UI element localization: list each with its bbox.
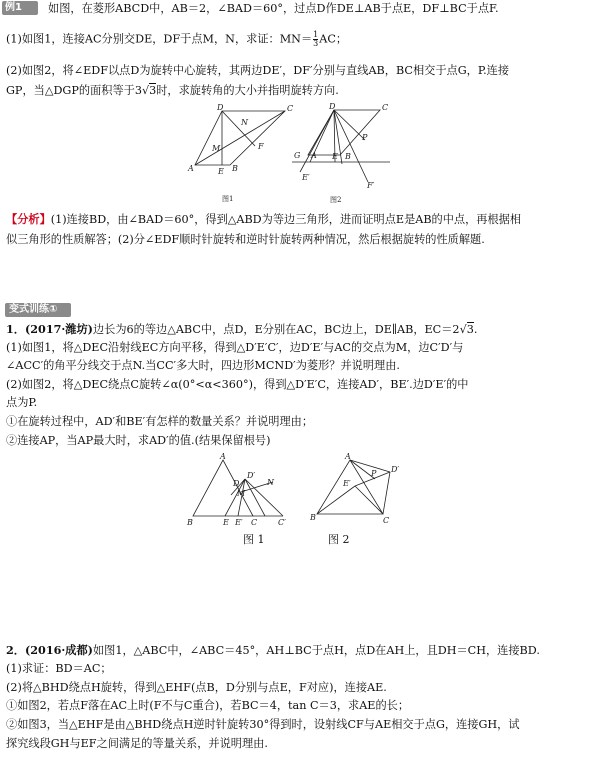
q2-line-1 — [6, 643, 540, 658]
practice-figure-2 — [305, 452, 405, 530]
example-badge: 例1 — [2, 1, 38, 15]
fraction-numerator: 1 — [313, 30, 319, 39]
q2-line-3: (2)将△BHD绕点H旋转，得到△EHF(点B，D分别与点E，F对应)，连接AE. — [6, 681, 387, 694]
example-line-4b: 时，求旋转角的大小并指明旋转方向. — [156, 84, 339, 97]
fig4-label-Ep: E′ — [343, 479, 351, 488]
q1-line-2: (1)如图1，将△DEC沿射线EC方向平移，得到△D′E′C′，边D′E′与AC的交点为M，边C′D′与 — [6, 341, 464, 354]
practice-fig2-caption: 图 2 — [328, 533, 350, 546]
q1-source: (2017·潍坊) — [24, 322, 93, 336]
example-line-4a: GP，当△DGP的面积等于3 — [6, 84, 142, 97]
q1-line-6: ①在旋转过程中，AD′和BE′有怎样的数量关系？并说明理由； — [6, 415, 314, 428]
example-line-2-tail: AC； — [319, 32, 348, 46]
q2-line-5: ②如图3，当△EHF是由△BHD绕点H逆时针旋转30°得到时，设射线CF与AE相交于点G，连接GH，试 — [6, 718, 520, 731]
fig4-label-Dp: D′ — [391, 465, 400, 474]
q2-line-4: ①如图2，若点F落在AC上时(F不与C重合)，若BC＝4，tan C＝3，求AE的长； — [6, 699, 410, 712]
q1-line-4: (2)如图2，将△DEC绕点C旋转∠α(0°<α<360°)，得到△D′E′C，连接AD′，BE′.边D′E′的中 — [6, 378, 469, 391]
fig2-label-D: D — [329, 102, 336, 111]
example-line-1: 如图，在菱形ABCD中，AB＝2，∠BAD＝60°，过点D作DE⊥AB于点E，DF⊥BC于点F. — [48, 2, 499, 15]
fig1-label-B: B — [232, 164, 238, 173]
q1-line-5: 点为P. — [6, 396, 38, 409]
practice-fig1-caption: 图 1 — [243, 533, 265, 546]
practice-badge: 变式训练① — [5, 303, 71, 317]
sqrt-sign: √ — [459, 323, 467, 336]
example-line-2 — [6, 31, 347, 48]
q2-number: 2． — [6, 643, 25, 657]
analysis-line-2: 似三角形的性质解答；(2)分∠EDF顺时针旋转和逆时针旋转两种情况，然后根据旋转的性质解题. — [6, 233, 485, 246]
fig4-label-B: B — [310, 513, 316, 522]
fig3-label-Cp: C′ — [278, 518, 286, 527]
example-line-2-text: (1)如图1，连接AC分别交DE，DF于点M，N，求证：MN＝ — [6, 32, 313, 46]
sqrt-radicand: 3 — [466, 323, 474, 336]
fig1-label-N: N — [241, 118, 248, 127]
fig2-label-C: C — [382, 103, 389, 112]
fig2-label-B: B — [345, 152, 351, 161]
fig4-label-A: A — [345, 452, 351, 461]
fig1-label-C: C — [287, 104, 294, 113]
fig3-label-E: E — [223, 518, 229, 527]
fig3-label-B: B — [187, 518, 193, 527]
analysis-line-1 — [6, 212, 521, 227]
q1-line-3: ∠ACC′的角平分线交于点N.当CC′多大时，四边形MCND′为菱形？并说明理由. — [6, 359, 400, 372]
fraction-denominator: 3 — [313, 39, 319, 48]
example-figure-1 — [185, 103, 305, 208]
fig3-label-M: M — [237, 489, 246, 498]
practice-figure-1 — [183, 452, 298, 530]
fig1-label-F: F — [258, 142, 264, 151]
analysis-text-1: (1)连接BD，由∠BAD＝60°，得到△ABD为等边三角形，进而证明点E是AB的中点，再根据相 — [50, 213, 522, 226]
fig2-label-A: A — [311, 151, 317, 160]
fig1-label-E: E — [218, 167, 224, 176]
q1-line-1b: . — [473, 323, 478, 336]
fig2-label-G: G — [294, 151, 301, 160]
q1-line-1 — [6, 322, 477, 337]
sqrt-sign: √ — [141, 84, 150, 97]
fig1-label-A: A — [188, 164, 194, 173]
fig1-label-D: D — [217, 103, 224, 112]
fig4-label-P: P — [371, 469, 377, 478]
fig2-label-Fp: F′ — [367, 181, 375, 190]
q2-line-1-text: 如图1，△ABC中，∠ABC＝45°，AH⊥BC于点H，点D在AH上，且DH＝CH，连接BD. — [92, 644, 540, 657]
example-line-3: (2)如图2，将∠EDF以点D为旋转中心旋转，其两边DE′，DF′分别与直线AB，BC相交于点G，P.连接 — [6, 64, 510, 77]
fraction — [313, 31, 318, 48]
fig3-label-D: D — [233, 479, 240, 488]
fig1-label-M: M — [212, 144, 221, 153]
fig4-label-C: C — [383, 516, 390, 525]
analysis-tag: 【分析】 — [6, 212, 51, 226]
fig3-label-N: N — [267, 478, 274, 487]
q1-line-7: ②连接AP，当AP最大时，求AD′的值.(结果保留根号) — [6, 434, 271, 447]
fig2-label-E: E — [332, 152, 338, 161]
example-line-4 — [6, 84, 339, 98]
fig3-label-A: A — [220, 452, 226, 461]
q2-line-6: 探究线段GH与EF之间满足的等量关系，并说明理由. — [6, 737, 268, 750]
sqrt-radicand: 3 — [149, 84, 157, 97]
fig2-label-P: P — [362, 133, 368, 142]
q2-source: (2016·成都) — [24, 643, 93, 657]
fig3-label-C: C — [251, 518, 258, 527]
q2-line-2: (1)求证：BD＝AC； — [6, 662, 112, 675]
fig3-label-Dp: D′ — [247, 471, 256, 480]
fig2-label-Ep: E′ — [302, 173, 310, 182]
fig2-caption: 图2 — [330, 196, 342, 204]
fig3-label-Ep: E′ — [235, 518, 243, 527]
example-figure-2 — [290, 100, 410, 210]
q1-number: 1． — [6, 322, 25, 336]
q1-line-1a: 边长为6的等边△ABC中，点D，E分别在AC，BC边上，DE∥AB，EC＝2 — [92, 323, 460, 336]
fig1-caption: 图1 — [222, 195, 234, 203]
